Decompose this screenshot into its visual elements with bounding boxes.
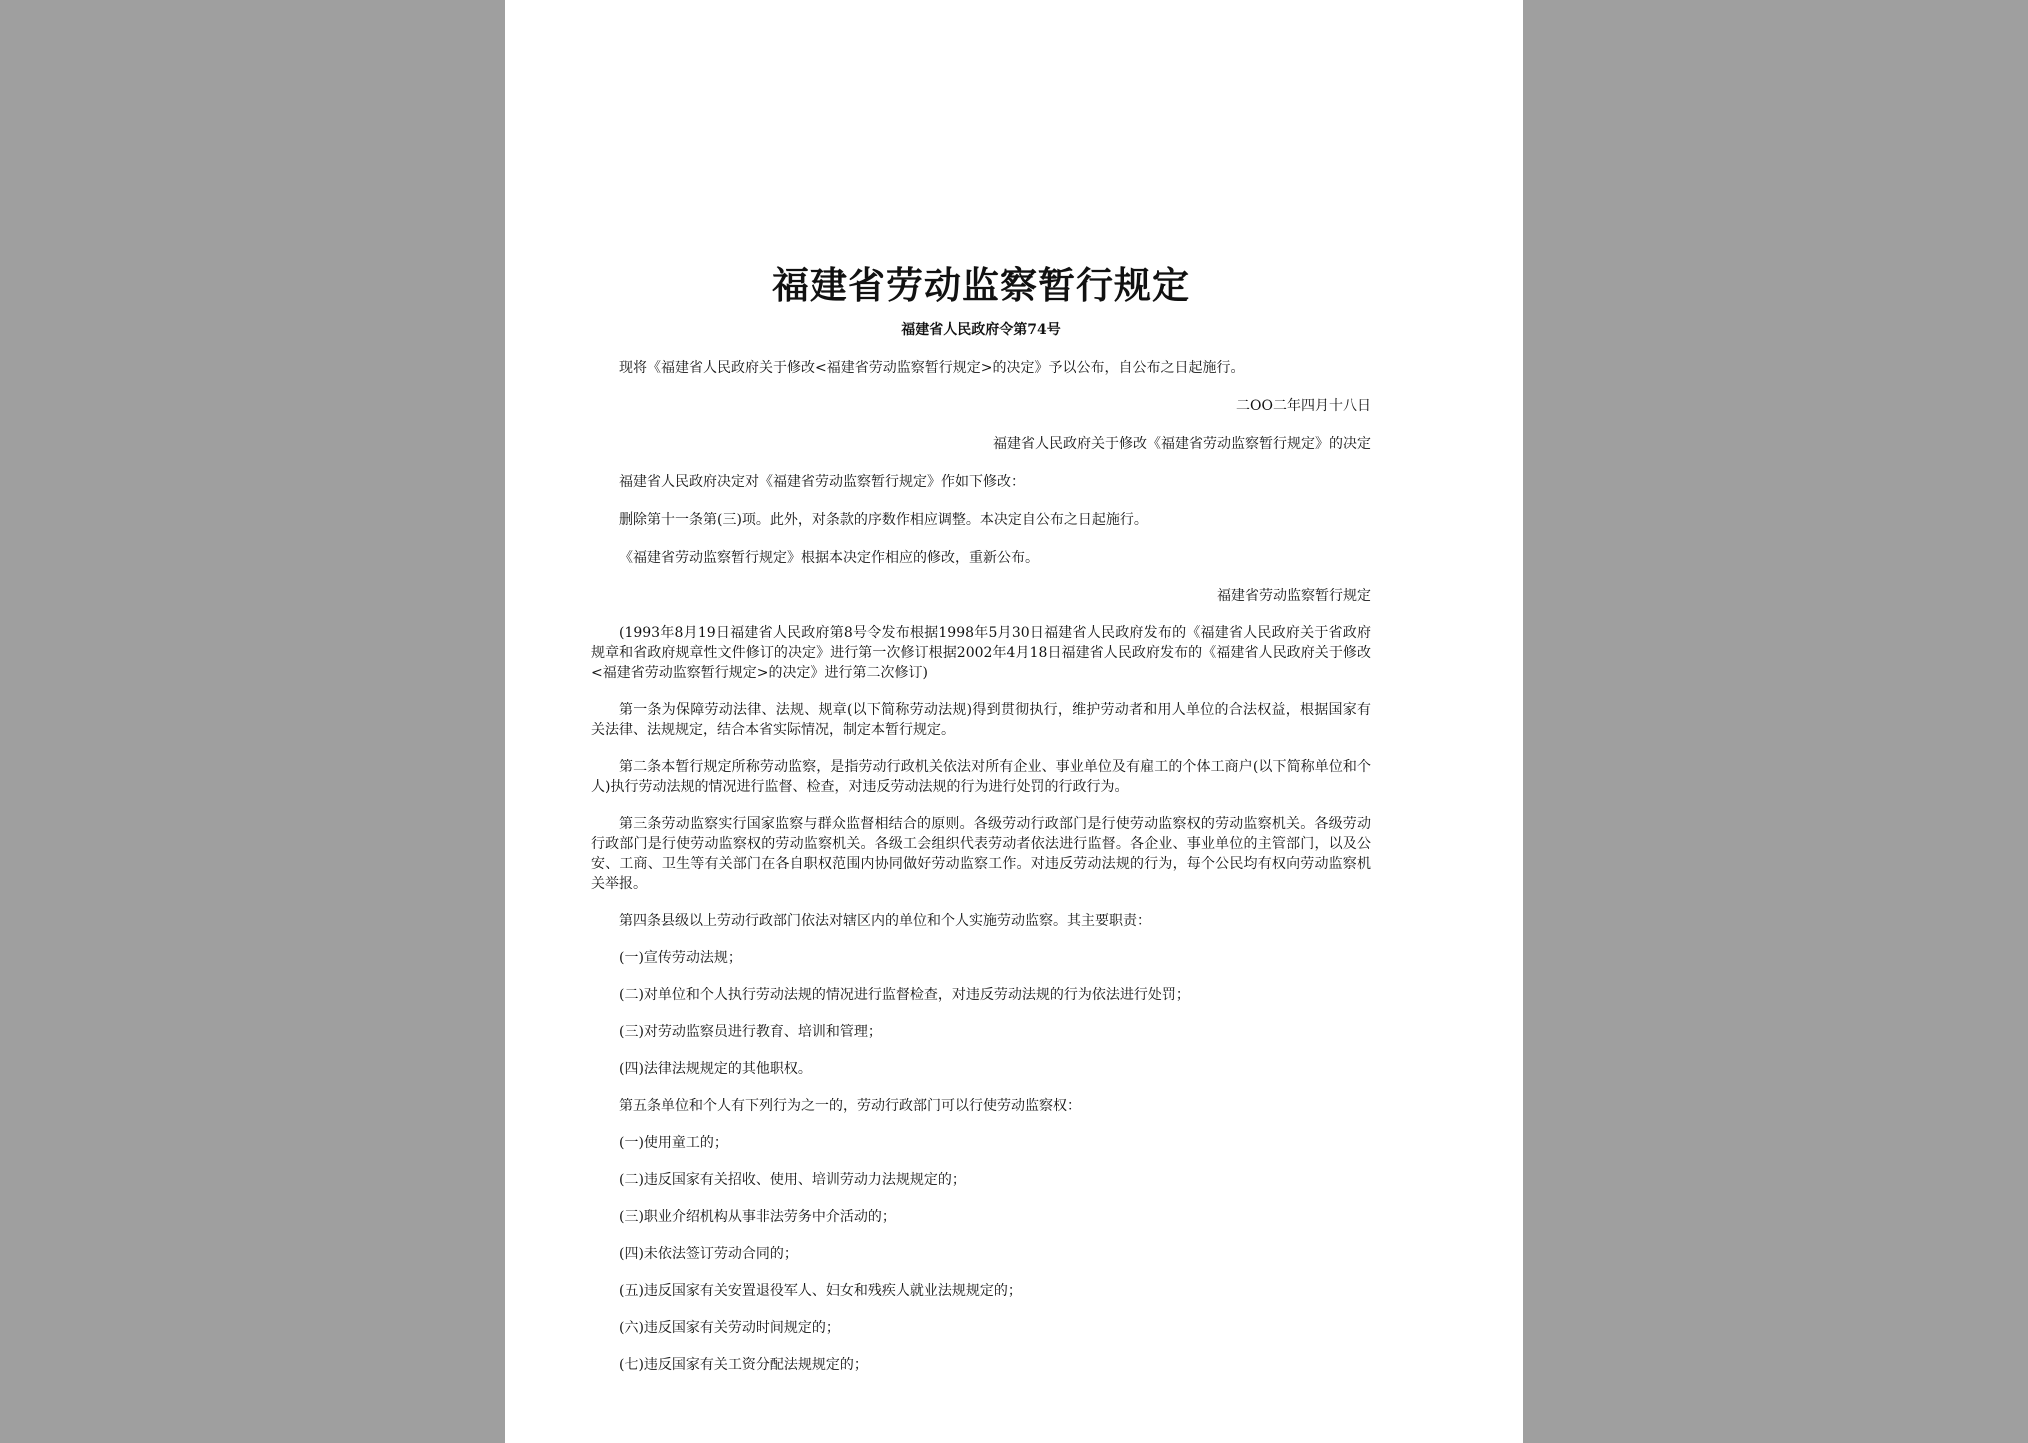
article-5-item: (二)违反国家有关招收、使用、培训劳动力法规规定的； (619, 1172, 966, 1188)
article-5-item: (四)未依法签订劳动合同的； (619, 1246, 798, 1262)
document-content (591, 262, 1371, 1375)
article-3: 第三条劳动监察实行国家监察与群众监督相结合的原则。各级劳动行政部门是行使劳动监察权的劳动监察机关。各级劳动行政部门是行使劳动监察权的劳动监察机关。各级工会组织代表劳动者依法进行监督。各企业、事业单位的主管部门，以及公安、工商、卫生等有关部门在各自职权范围内协同做好劳动监察工作。对违反劳动法规的行为，每个公民均有权向劳动监察机关举报。 (591, 816, 1371, 892)
article-5-item: (五)违反国家有关安置退役军人、妇女和残疾人就业法规规定的； (619, 1283, 1022, 1299)
decision-line: 删除第十一条第(三)项。此外，对条款的序数作相应调整。本决定自公布之日起施行。 (619, 512, 1148, 528)
intro-paragraph: 现将《福建省人民政府关于修改<福建省劳动监察暂行规定>的决定》予以公布，自公布之日起施行。 (619, 360, 1245, 376)
article-5-item: (一)使用童工的； (619, 1135, 728, 1151)
decision-line: 《福建省劳动监察暂行规定》根据本决定作相应的修改，重新公布。 (619, 550, 1039, 566)
document-subtitle: 福建省人民政府令第74号 (901, 322, 1061, 338)
document-page (505, 0, 1523, 1443)
article-4-item: (四)法律法规规定的其他职权。 (619, 1061, 812, 1077)
article-4-item: (二)对单位和个人执行劳动法规的情况进行监督检查，对违反劳动法规的行为依法进行处罚； (619, 987, 1190, 1003)
article-5-item: (六)违反国家有关劳动时间规定的； (619, 1320, 840, 1336)
revision-history: (1993年8月19日福建省人民政府第8号令发布根据1998年5月30日福建省人民政府发布的《福建省人民政府关于省政府规章和省政府规章性文件修订的决定》进行第一次修订根据2002年4月18日福建省人民政府发布的《福建省人民政府关于修改<福建省劳动监察暂行规定>的决定》进行第二次修订) (591, 625, 1371, 681)
decision-line: 福建省人民政府决定对《福建省劳动监察暂行规定》作如下修改： (619, 474, 1025, 490)
decision-title: 福建省人民政府关于修改《福建省劳动监察暂行规定》的决定 (993, 436, 1371, 452)
article-4-item: (一)宣传劳动法规； (619, 950, 742, 966)
issue-date: 二OO二年四月十八日 (1236, 398, 1371, 414)
article-2: 第二条本暂行规定所称劳动监察，是指劳动行政机关依法对所有企业、事业单位及有雇工的个体工商户(以下简称单位和个人)执行劳动法规的情况进行监督、检查，对违反劳动法规的行为进行处罚的行政行为。 (591, 759, 1371, 795)
article-5-item: (三)职业介绍机构从事非法劳务中介活动的； (619, 1209, 896, 1225)
regulation-title: 福建省劳动监察暂行规定 (1217, 588, 1371, 604)
article-1: 第一条为保障劳动法律、法规、规章(以下简称劳动法规)得到贯彻执行，维护劳动者和用人单位的合法权益，根据国家有关法律、法规规定，结合本省实际情况，制定本暂行规定。 (591, 702, 1371, 738)
article-5: 第五条单位和个人有下列行为之一的，劳动行政部门可以行使劳动监察权： (619, 1098, 1081, 1114)
article-5-item: (七)违反国家有关工资分配法规规定的； (619, 1357, 868, 1373)
article-4: 第四条县级以上劳动行政部门依法对辖区内的单位和个人实施劳动监察。其主要职责： (619, 913, 1151, 929)
article-4-item: (三)对劳动监察员进行教育、培训和管理； (619, 1024, 882, 1040)
document-title: 福建省劳动监察暂行规定 (772, 264, 1190, 307)
